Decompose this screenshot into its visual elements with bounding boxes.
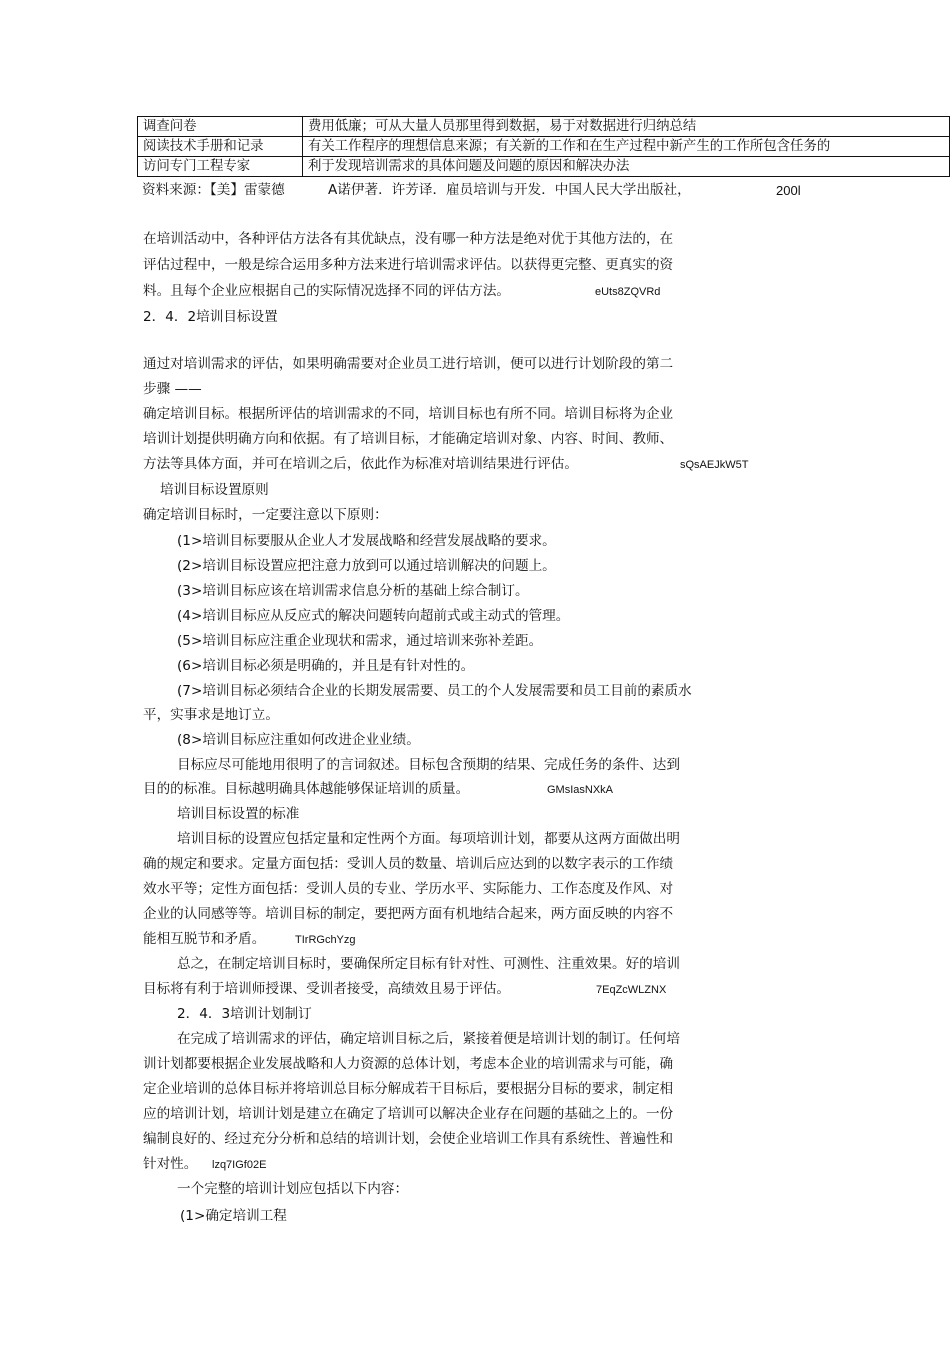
plan-line: 编制良好的、经过充分分析和总结的培训计划，会使企业培训工作具有系统性、普遍性和 (143, 1131, 674, 1147)
watermark-code: TIrRGchYzg (295, 934, 356, 946)
table-cell-note: 费用低廉；可从大量人员那里得到数据，易于对数据进行归纳总结 (303, 117, 950, 137)
intro-line: 步骤 —— (143, 381, 202, 397)
table-row (138, 157, 950, 177)
watermark-code: sQsAEJkW5T (680, 459, 749, 471)
principle-item: (1>培训目标要服从企业人才发展战略和经营发展战略的要求。 (177, 533, 556, 549)
plan-line: 在完成了培训需求的评估，确定培训目标之后，紧接着便是培训计划的制订。任何培 (177, 1031, 680, 1047)
source-label: 资料来源：【美】雷蒙德 (142, 182, 285, 198)
plan-item: (1>确定培训工程 (180, 1208, 287, 1224)
eval-line: 在培训活动中，各种评估方法各有其优缺点，没有哪一种方法是绝对优于其他方法的，在 (143, 231, 674, 247)
section-heading: 2．4．2培训目标设置 (143, 309, 278, 325)
table-cell-method: 访问专门工程专家 (138, 157, 303, 177)
principle-item: (6>培训目标必须是明确的，并且是有针对性的。 (177, 658, 475, 674)
principle-item-continued: 平，实事求是地订立。 (143, 707, 279, 723)
source-year: 200l (776, 183, 801, 198)
table-cell-note: 有关工作程序的理想信息来源；有关新的工作和在生产过程中新产生的工作所包含任务的 (303, 137, 950, 157)
section-heading: 2．4．3培训计划制订 (177, 1006, 312, 1022)
standards-line: 效水平等；定性方面包括：受训人员的专业、学历水平、实际能力、工作态度及作风、对 (143, 881, 674, 897)
plan-line: 应的培训计划，培训计划是建立在确定了培训可以解决企业存在问题的基础之上的。一份 (143, 1106, 674, 1122)
table-row (138, 117, 950, 137)
principle-item: (4>培训目标应从反应式的解决问题转向超前式或主动式的管理。 (177, 608, 570, 624)
watermark-code: eUts8ZQVRd (595, 286, 661, 298)
table-row (138, 137, 950, 157)
conclusion-line: 目标将有利于培训师授课、受训者接受，高绩效且易于评估。 (143, 981, 511, 997)
eval-line: 评估过程中，一般是综合运用多种方法来进行培训需求评估。以获得更完整、更真实的资 (143, 257, 674, 273)
source-citation: A诺伊著．许芳译．雇员培训与开发．中国人民大学出版社， (328, 182, 691, 198)
subsection-heading: 培训目标设置原则 (160, 482, 269, 498)
plan-line: 训计划都要根据企业发展战略和人力资源的总体计划，考虑本企业的培训需求与可能，确 (143, 1056, 674, 1072)
watermark-code: GMsIasNXkA (547, 784, 614, 796)
principle-item: (5>培训目标应注重企业现状和需求，通过培训来弥补差距。 (177, 633, 543, 649)
subsection-heading: 培训目标设置的标准 (177, 806, 300, 822)
conclusion-line: 总之，在制定培训目标时，要确保所定目标有针对性、可测性、注重效果。好的培训 (177, 956, 680, 972)
intro-line: 培训计划提供明确方向和依据。有了培训目标，才能确定培训对象、内容、时间、教师、 (143, 431, 674, 447)
watermark-code: 7EqZcWLZNX (596, 984, 667, 996)
table-cell-method: 调查问卷 (138, 117, 303, 137)
standards-line: 培训目标的设置应包括定量和定性两个方面。每项培训计划，都要从这两方面做出明 (177, 831, 680, 847)
intro-line: 通过对培训需求的评估，如果明确需要对企业员工进行培训，便可以进行计划阶段的第二 (143, 356, 674, 372)
summary-line: 目标应尽可能地用很明了的言词叙述。目标包含预期的结果、完成任务的条件、达到 (177, 757, 680, 773)
table-cell-note: 利于发现培训需求的具体问题及问题的原因和解决办法 (303, 157, 950, 177)
summary-line: 目的的标准。目标越明确具体越能够保证培训的质量。 (143, 781, 470, 797)
standards-line: 能相互脱节和矛盾。 (143, 931, 266, 947)
intro-line: 方法等具体方面，并可在培训之后，依此作为标准对培训结果进行评估。 (143, 456, 578, 472)
principle-item: (3>培训目标应该在培训需求信息分析的基础上综合制订。 (177, 583, 529, 599)
principle-item: (2>培训目标设置应把注意力放到可以通过培训解决的问题上。 (177, 558, 556, 574)
standards-line: 确的规定和要求。定量方面包括：受训人员的数量、培训后应达到的以数字表示的工作绩 (143, 856, 674, 872)
eval-line: 料。且每个企业应根据自己的实际情况选择不同的评估方法。 (143, 283, 511, 299)
intro-line: 确定培训目标。根据所评估的培训需求的不同，培训目标也有所不同。培训目标将为企业 (143, 406, 674, 422)
plan-line: 定企业培训的总体目标并将培训总目标分解成若干目标后，要根据分目标的要求，制定相 (143, 1081, 674, 1097)
principle-item: (8>培训目标应注重如何改进企业业绩。 (177, 732, 420, 748)
standards-line: 企业的认同感等等。培训目标的制定，要把两方面有机地结合起来，两方面反映的内容不 (143, 906, 674, 922)
table-cell-method: 阅读技术手册和记录 (138, 137, 303, 157)
watermark-code: lzq7IGf02E (212, 1159, 267, 1171)
plan-line: 针对性。 (143, 1156, 198, 1172)
plan-contents-lead: 一个完整的培训计划应包括以下内容： (177, 1181, 409, 1197)
principles-lead: 确定培训目标时，一定要注意以下原则： (143, 507, 388, 523)
methods-table (137, 116, 950, 177)
principle-item: (7>培训目标必须结合企业的长期发展需要、员工的个人发展需要和员工目前的素质水 (177, 683, 692, 699)
